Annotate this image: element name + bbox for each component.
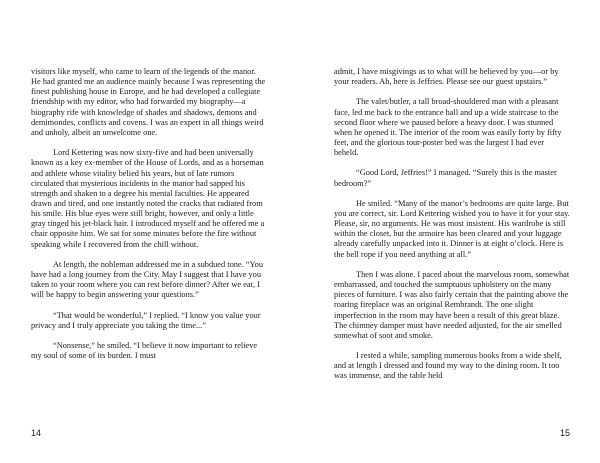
paragraph: At length, the nobleman addressed me in a subdued tone. “You have had a long journey from the City. May I suggest that I have you taken to your room where you can rest before dinner? After we eat, I will be happy to begin answering your questions.” (31, 259, 264, 300)
paragraph: “That would be wonderful,” I replied. “I know you value your privacy and I truly appreciate you taking the time...” (31, 310, 261, 330)
paragraph: “Good Lord, Jeffries!” I managed. “Surely this is the master bedroom?” (334, 168, 557, 188)
page-number-left: 14 (31, 428, 42, 438)
paragraph: Then I was alone. I paced about the marvelous room, somewhat embarrassed, and touched the sumptuous upholstery on the many pieces of furniture. I was also fairly certain that the painting above the roaring fireplace was an original Rembrandt. The one slight imperfection in the room may have been a result of this great blaze. The chimney damper must have needed adjusted, for the air smelled somewhat of soot and smoke. (334, 269, 570, 340)
paragraph: The valet/butler, a tall broad-shouldered man with a pleasant face, led me back to the entrance hall and up a wide staircase to the second floor where we paused before a heavy door. I was stunned when he opened it. The interior of the room was easily forty by fifty feet, and the glorious tour-poster bed was the largest I had ever beheld. (334, 97, 562, 158)
paragraph: admit, I have misgivings as to what will be believed by you—or by your readers. Ah, here is Jeffries. Please see our guest upstairs.” (334, 67, 559, 87)
paragraph: He smiled. “Many of the manor’s bedrooms are quite large. But you are correct, sir. Lord Kettering wished you to have it for your stay. Please, sir, no arguments. He was most insistent. His wardrobe is still within the closet, but the armoire has been cleared and your luggage already carefully unpacked into it. Dinner is at eight o’clock. Here is the bell rope if you need anything at all.” (334, 198, 570, 259)
paragraph: visitors like myself, who came to learn of the legends of the manor. He had granted me an audience mainly because I was representing the finest publishing house in Europe, and he had developed a collegiate friendship with my editor, who had forwarded my biography—a biography rife with knowledge of shades and shadows, demons and demimondes, conflicts and covens. I was an expert in all things weird and unholy, albeit an unwelcome one. (31, 67, 266, 137)
right-page (300, 0, 600, 463)
page-number-right: 15 (559, 428, 570, 438)
paragraph: I rested a while, sampling numerous books from a wide shelf, and at length I dressed and found my way to the dining room. It too was immense, and the table held (334, 351, 562, 381)
paragraph: “Nonsense,” he smiled. “I believe it now important to relieve my soul of some of its burden. I must (31, 340, 258, 361)
left-text-column (31, 67, 267, 361)
right-text-column (334, 67, 570, 382)
paragraph: Lord Kettering was now sixty-five and had been universally known as a key ex-member of the House of Lords, and as a horseman and athlete whose vitality belied his years, but of late rumors circulated that mysterious incidents in the manor had sapped his strength and shaken to a degree his mental faculties. He appeared drawn and tired, and one instantly noted the cracks that radiated from his smile. His blue eyes were still bright, however, and only a little gray tinged his jet-black hair. I introduced myself and he offered me a chair opposite him. We sat for some minutes before the fire without speaking while I recovered from the chill without. (31, 148, 265, 249)
